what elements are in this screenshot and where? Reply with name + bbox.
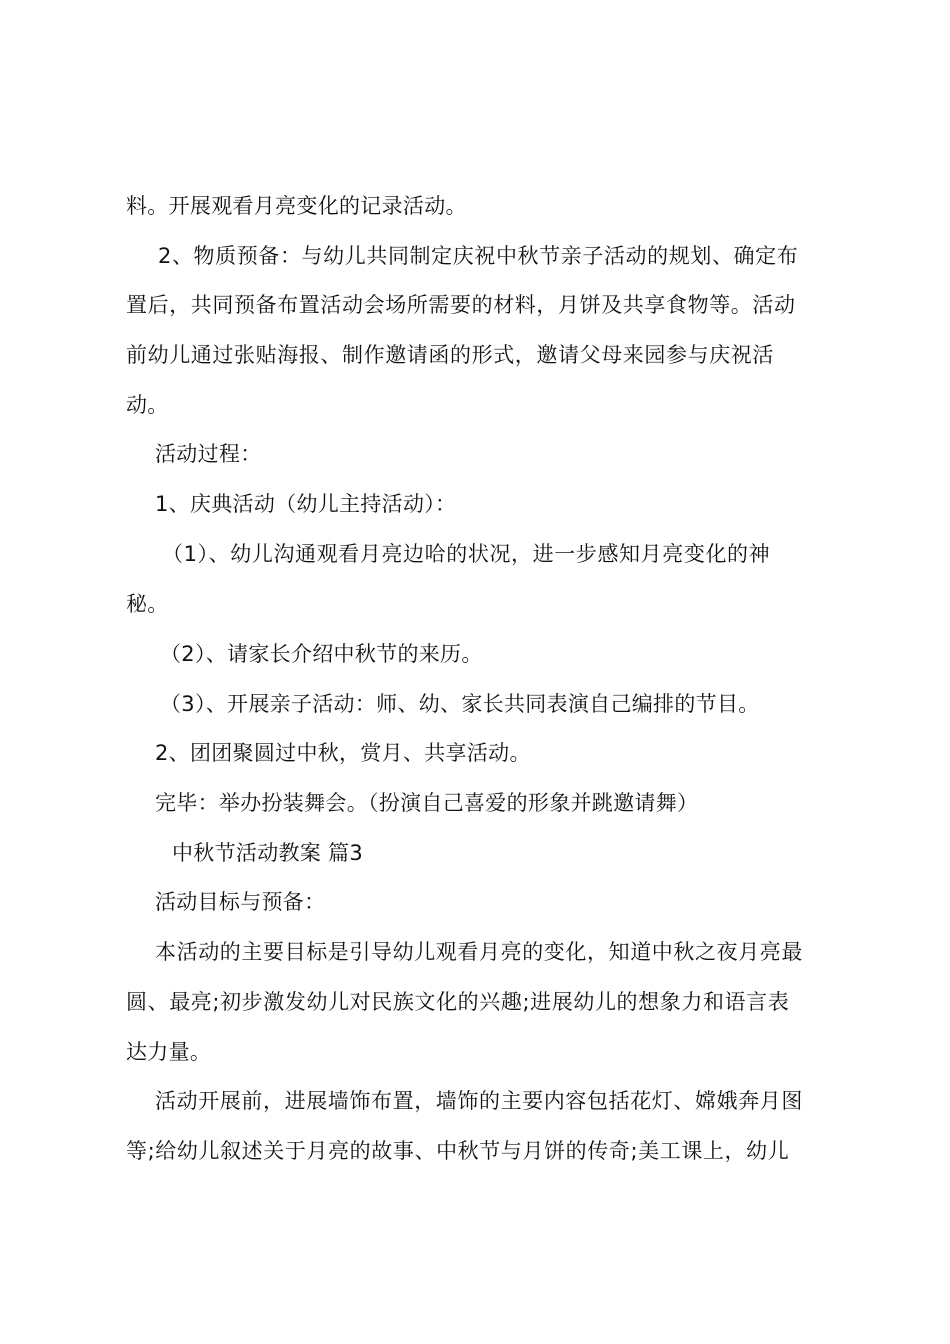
text-line-19: 活动开展前，进展墙饰布置，墙饰的主要内容包括花灯、嫦娥奔月图 (155, 1089, 803, 1113)
text-line-12: 2、团团聚圆过中秋，赏月、共享活动。 (155, 741, 531, 765)
text-line-5: 动。 (126, 393, 169, 417)
text-line-13: 完毕：举办扮装舞会。（扮演自己喜爱的形象并跳邀请舞） (155, 791, 699, 815)
text-line-17: 圆、最亮;初步激发幼儿对民族文化的兴趣;进展幼儿的想象力和语言表 (126, 990, 790, 1014)
section-title-part3: 中秋节活动教案 篇3 (172, 841, 364, 865)
text-line-2: 2、物质预备：与幼儿共同制定庆祝中秋节亲子活动的规划、确定布 (158, 244, 799, 268)
text-line-7: 1、庆典活动（幼儿主持活动）： (155, 492, 457, 516)
text-line-18: 达力量。 (126, 1040, 212, 1064)
text-line-1: 料。开展观看月亮变化的记录活动。 (126, 194, 467, 218)
text-line-20: 等;给幼儿叙述关于月亮的故事、中秋节与月饼的传奇;美工课上，幼儿 (126, 1139, 790, 1163)
text-line-16: 本活动的主要目标是引导幼儿观看月亮的变化，知道中秋之夜月亮最 (155, 940, 803, 964)
text-line-9: 秘。 (126, 592, 169, 616)
text-line-11: （3）、开展亲子活动：师、幼、家长共同表演自己编排的节目。 (160, 692, 760, 716)
text-line-4: 前幼儿通过张贴海报、制作邀请函的形式，邀请父母来园参与庆祝活 (126, 343, 774, 367)
text-line-10: （2）、请家长介绍中秋节的来历。 (160, 642, 483, 666)
section-heading-process: 活动过程： (155, 442, 262, 466)
text-line-3: 置后，共同预备布置活动会场所需要的材料，月饼及共享食物等。活动 (126, 293, 796, 317)
section-heading-goals: 活动目标与预备： (155, 890, 326, 914)
text-line-8: （1）、幼儿沟通观看月亮边哈的状况，进一步感知月亮变化的神 (162, 542, 771, 566)
